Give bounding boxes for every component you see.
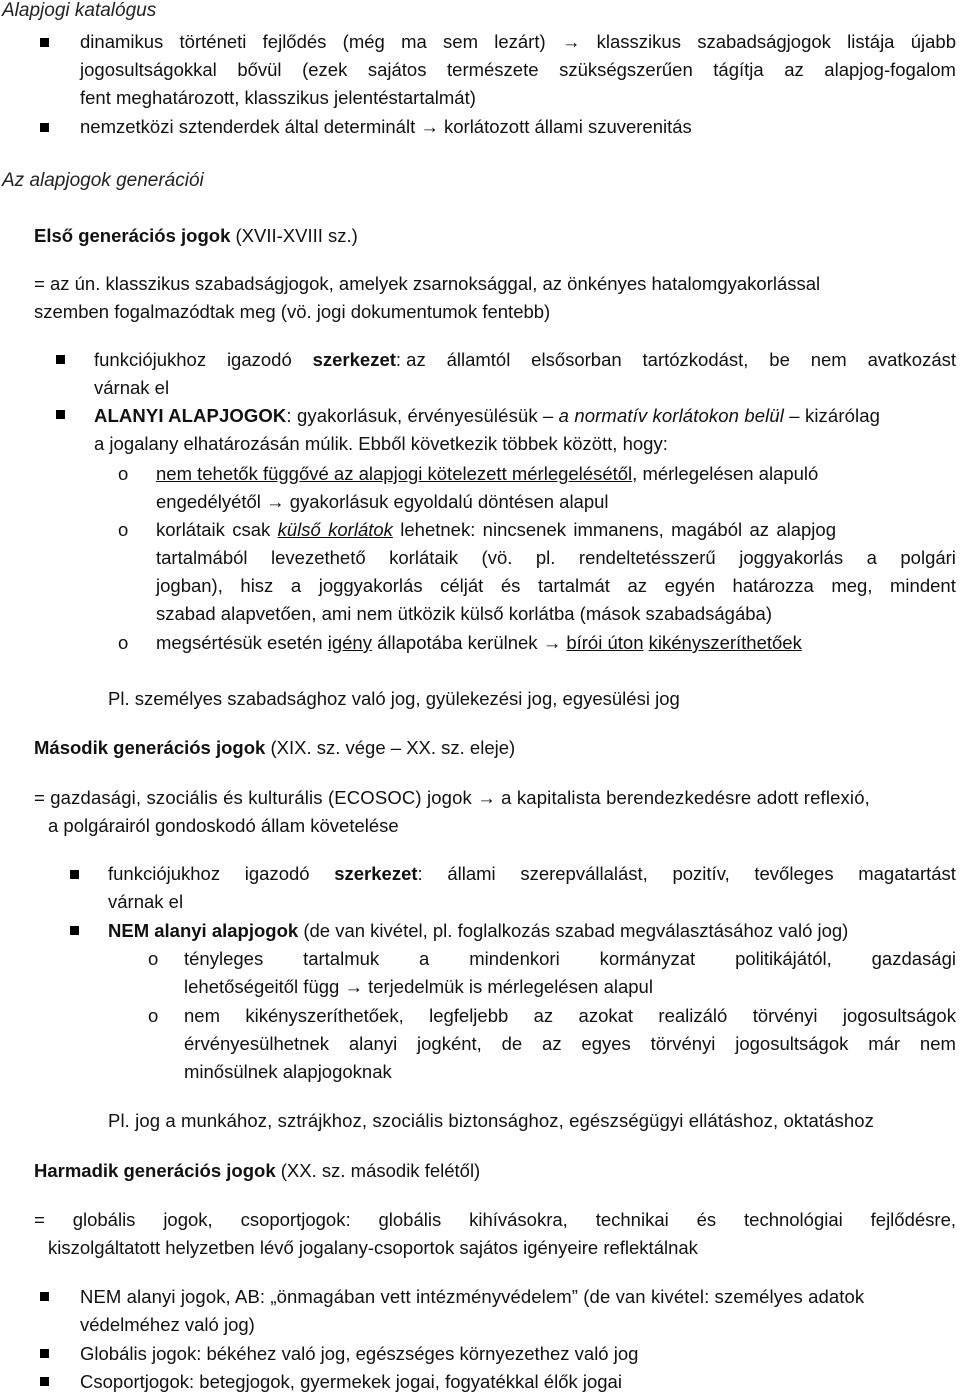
word: szerepvállalást, bbox=[520, 863, 648, 884]
word: polgári bbox=[900, 547, 956, 568]
word: elsősorban bbox=[531, 349, 622, 370]
word: a bbox=[419, 948, 430, 969]
word: sem bbox=[443, 31, 478, 52]
second-sub-1-line-1 bbox=[184, 945, 956, 973]
word: és bbox=[696, 1209, 717, 1230]
word: be bbox=[769, 349, 790, 370]
judicial-underlined: bírói úton bbox=[566, 632, 644, 653]
word: de bbox=[501, 1033, 523, 1054]
word: listája bbox=[847, 31, 895, 52]
word: szabadságjogok bbox=[697, 31, 831, 52]
word: szükségszerűen bbox=[559, 59, 693, 80]
third-bullet-1-line-1: NEM alanyi jogok, AB: „önmagában vett intézményvédelem” (de van kivétel: személyes adatok bbox=[80, 1286, 865, 1307]
catalog-title: Alapjogi katalógus bbox=[2, 0, 157, 21]
first-sub-2-line-2 bbox=[156, 544, 956, 572]
third-bullet-2: Globális jogok: békéhez való jog, egészséges környezethez való jog bbox=[80, 1343, 639, 1364]
word: joggyakorlás bbox=[739, 547, 844, 568]
word: politikájától, bbox=[735, 948, 832, 969]
first-sub-2-line-3 bbox=[156, 572, 956, 600]
word: tevőleges bbox=[754, 863, 834, 884]
word: alanyi bbox=[348, 1033, 398, 1054]
word: technológiai bbox=[744, 1209, 843, 1230]
word: állami bbox=[447, 863, 496, 884]
word: legfeljebb bbox=[429, 1005, 509, 1026]
word: egyén bbox=[664, 575, 715, 596]
word: tényleges bbox=[184, 948, 264, 969]
catalog-bullet-1-line-2 bbox=[80, 56, 956, 84]
second-sub-2-line-1 bbox=[184, 1002, 956, 1030]
word: (ezek bbox=[302, 59, 348, 80]
word: rendeltetésszerű bbox=[578, 547, 716, 568]
bullet-square-icon bbox=[40, 123, 49, 132]
word: bővül bbox=[237, 59, 282, 80]
underlined-phrase: külső korlátok bbox=[277, 519, 393, 540]
word: technikai bbox=[595, 1209, 669, 1230]
second-generation-definition-line-2: a polgárairól gondoskodó állam követelése bbox=[48, 815, 399, 836]
underlined-phrase: nem tehetők függővé az alapjogi kötelezett mérlegelésétől bbox=[156, 463, 633, 484]
word: avatkozást bbox=[867, 349, 956, 370]
word: törvényi bbox=[752, 1005, 818, 1026]
word: tartalmát bbox=[537, 575, 610, 596]
text: (de van kivétel, pl. foglalkozás szabad megválasztásához való jog) bbox=[298, 920, 849, 941]
third-generation-heading bbox=[34, 1157, 480, 1185]
word: sajátos bbox=[367, 59, 427, 80]
word: a bbox=[290, 575, 302, 596]
word: az bbox=[542, 1033, 562, 1054]
word: már bbox=[868, 1033, 901, 1054]
first-generation-heading bbox=[34, 222, 358, 250]
word: igazodó bbox=[226, 349, 292, 370]
text: korlátaik csak bbox=[156, 519, 278, 540]
sub-bullet-circle: o bbox=[148, 1005, 159, 1026]
word: levezethető bbox=[271, 547, 366, 568]
word: igazodó bbox=[244, 863, 310, 884]
bullet-square-icon bbox=[56, 355, 65, 364]
third-generation-heading-bold: Harmadik generációs jogok bbox=[34, 1160, 276, 1181]
bullet-square-icon bbox=[40, 1349, 49, 1358]
catalog-bullet-1-line-1 bbox=[80, 28, 956, 56]
second-generation-example: Pl. jog a munkához, sztrájkhoz, szociális biztonsághoz, egészségügyi ellátáshoz, oktatáshoz bbox=[108, 1110, 874, 1131]
word: hisz bbox=[240, 575, 274, 596]
first-sub-1-line-2: engedélyétől → gyakorlásuk egyoldalú döntésen alapul bbox=[156, 491, 609, 512]
word: → bbox=[561, 31, 581, 52]
claim-underlined: igény bbox=[327, 632, 372, 653]
bullet-square-icon bbox=[40, 1292, 49, 1301]
word: azokat bbox=[578, 1005, 634, 1026]
bullet-square-icon bbox=[70, 926, 79, 935]
third-generation-definition-line-1 bbox=[34, 1206, 956, 1234]
first-generation-heading-period: (XVII-XVIII sz.) bbox=[230, 225, 358, 246]
enforceable-underlined: kikényszeríthetőek bbox=[648, 632, 802, 653]
word: az bbox=[627, 575, 648, 596]
word: realizáló bbox=[658, 1005, 728, 1026]
word: kihívásokra, bbox=[469, 1209, 568, 1230]
text: megsértésük esetén bbox=[156, 632, 328, 653]
first-sub-1-line-1 bbox=[156, 460, 818, 488]
second-generation-heading-bold: Második generációs jogok bbox=[34, 737, 266, 758]
word: globális bbox=[72, 1209, 136, 1230]
first-generation-definition-line-1: = az ún. klasszikus szabadságjogok, amelyek zsarnoksággal, az önkényes hatalomgyakorlással bbox=[34, 273, 821, 294]
second-bullet-1-line-2: várnak el bbox=[108, 891, 184, 912]
first-generation-definition-line-2: szemben fogalmazódtak meg (vö. jogi dokumentumok fentebb) bbox=[34, 301, 551, 322]
word: klasszikus bbox=[596, 31, 681, 52]
word: a bbox=[866, 547, 877, 568]
word: természete bbox=[447, 59, 539, 80]
word: nem bbox=[919, 1033, 956, 1054]
word: funkciójukhoz bbox=[94, 349, 207, 370]
word: ma bbox=[401, 31, 427, 52]
structure-bold: szerkezet bbox=[334, 863, 418, 884]
external-limits-underlined bbox=[278, 519, 393, 540]
word: jogosultságok bbox=[842, 1005, 956, 1026]
word: fejlődésre, bbox=[870, 1209, 956, 1230]
first-bullet-1-line-2: várnak el bbox=[94, 377, 170, 398]
second-generation-definition-line-1: = gazdasági, szociális és kulturális (ECOSOC) jogok → a kapitalista berendezkedésre adott reflexió, bbox=[34, 787, 870, 808]
first-sub-2-line-1 bbox=[156, 516, 836, 544]
catalog-bullet-2: nemzetközi sztenderdek által determinált → korlátozott állami szuverenitás bbox=[80, 116, 692, 137]
first-bullet-2-line-1 bbox=[94, 402, 880, 430]
text: , mérlegelésen alapuló bbox=[632, 463, 819, 484]
bold-phrase bbox=[334, 860, 422, 888]
second-generation-heading-period: (XIX. sz. vége – XX. sz. eleje) bbox=[265, 737, 516, 758]
word: fejlődés bbox=[262, 31, 327, 52]
word: globális bbox=[378, 1209, 442, 1230]
sub-bullet-circle: o bbox=[118, 519, 129, 540]
word: mindenkori bbox=[469, 948, 560, 969]
word: joggyakorlás bbox=[318, 575, 423, 596]
first-bullet-2-line-2: a jogalany elhatározásán múlik. Ebből következik többek között, hogy: bbox=[94, 433, 668, 454]
word: tartalmából bbox=[156, 547, 248, 568]
word: gazdasági bbox=[871, 948, 956, 969]
word: érvényesülhetnek bbox=[184, 1033, 330, 1054]
sub-bullet-circle: o bbox=[118, 463, 129, 484]
word: és bbox=[500, 575, 521, 596]
word: pozitív, bbox=[672, 863, 730, 884]
word: nem bbox=[810, 349, 847, 370]
bullet-square-icon bbox=[40, 1377, 49, 1386]
word: magatartást bbox=[858, 863, 956, 884]
first-generation-example: Pl. személyes szabadsághoz való jog, gyülekezési jog, egyesülési jog bbox=[108, 688, 680, 709]
sub-bullet-circle: o bbox=[148, 948, 159, 969]
word: : bbox=[417, 863, 423, 884]
word: kikényszeríthetőek, bbox=[245, 1005, 404, 1026]
text: – kizárólag bbox=[784, 405, 881, 426]
non-subjective-bold: NEM alanyi alapjogok bbox=[108, 920, 299, 941]
first-sub-2-line-4: szabad alapvetően, ami nem ütközik külső korlátba (mások szabadságába) bbox=[156, 603, 772, 624]
word: dinamikus bbox=[80, 31, 164, 52]
structure-bold: szerkezet bbox=[312, 349, 396, 370]
second-generation-heading bbox=[34, 734, 515, 762]
third-generation-definition-line-2: kiszolgáltatott helyzetben lévő jogalany-csoportok sajátos igényeire reflektálnak bbox=[48, 1237, 698, 1258]
word: (még bbox=[342, 31, 385, 52]
normative-limits-italic: a normatív korlátokon belül bbox=[558, 405, 785, 426]
word: nem bbox=[184, 1005, 220, 1026]
word: újabb bbox=[910, 31, 956, 52]
word: jogként, bbox=[417, 1033, 482, 1054]
third-generation-heading-period: (XX. sz. második felétől) bbox=[275, 1160, 481, 1181]
catalog-bullet-1-line-3: fent meghatározott, klasszikus jelentéstartalmát) bbox=[80, 87, 476, 108]
word: tartózkodást, bbox=[642, 349, 749, 370]
word: tágítja bbox=[713, 59, 764, 80]
bullet-square-icon bbox=[70, 870, 79, 879]
text: lehetnek: nincsenek immanens, magából az alapjog bbox=[392, 519, 836, 540]
word: az bbox=[784, 59, 804, 80]
word: funkciójukhoz bbox=[108, 863, 221, 884]
word: államtól bbox=[446, 349, 511, 370]
word: = bbox=[34, 1209, 45, 1230]
word: jogosultságok bbox=[735, 1033, 849, 1054]
word: egyes bbox=[581, 1033, 631, 1054]
text: : gyakorlásuk, érvényesülésük – bbox=[286, 405, 559, 426]
word: jogban), bbox=[156, 575, 223, 596]
word: mindent bbox=[890, 575, 956, 596]
bullet-square-icon bbox=[40, 38, 49, 47]
second-sub-1-line-2: lehetőségeitől függ → terjedelmük is mérlegelésen alapul bbox=[184, 976, 653, 997]
word: alapjog-fogalom bbox=[824, 59, 956, 80]
bold-phrase bbox=[313, 346, 426, 374]
word: lezárt) bbox=[494, 31, 546, 52]
text: állapotába kerülnek → bbox=[371, 632, 567, 653]
generations-title: Az alapjogok generációi bbox=[2, 170, 204, 191]
first-sub-3 bbox=[156, 629, 802, 657]
word: határozza bbox=[732, 575, 814, 596]
word: jogok, bbox=[163, 1209, 213, 1230]
first-bullet-1-line-1 bbox=[94, 346, 956, 374]
subjective-rights-bold: ALANYI ALAPJOGOK bbox=[94, 405, 287, 426]
word: korlátaik bbox=[389, 547, 459, 568]
word: meg, bbox=[831, 575, 873, 596]
bullet-square-icon bbox=[56, 410, 65, 419]
word: pl. bbox=[535, 547, 556, 568]
word: tartalmuk bbox=[303, 948, 380, 969]
word: az bbox=[533, 1005, 554, 1026]
second-bullet-1-line-1 bbox=[108, 860, 956, 888]
word: kormányzat bbox=[599, 948, 696, 969]
second-bullet-2 bbox=[108, 917, 848, 945]
word: : az bbox=[395, 349, 426, 370]
second-sub-2-line-2 bbox=[184, 1030, 956, 1058]
sub-bullet-circle: o bbox=[118, 632, 129, 653]
word: jogosultságokkal bbox=[80, 59, 217, 80]
second-sub-2-line-3: minősülnek alapjogoknak bbox=[184, 1061, 392, 1082]
first-generation-heading-bold: Első generációs jogok bbox=[34, 225, 231, 246]
word: történeti bbox=[179, 31, 247, 52]
word: csoportjogok: bbox=[240, 1209, 351, 1230]
third-bullet-1-line-2: védelméhez való jog) bbox=[80, 1314, 255, 1335]
word: (vö. bbox=[481, 547, 513, 568]
word: törvényi bbox=[650, 1033, 716, 1054]
word: célját bbox=[440, 575, 484, 596]
third-bullet-3: Csoportjogok: betegjogok, gyermekek jogai, fogyatékkal élők jogai bbox=[80, 1371, 622, 1392]
